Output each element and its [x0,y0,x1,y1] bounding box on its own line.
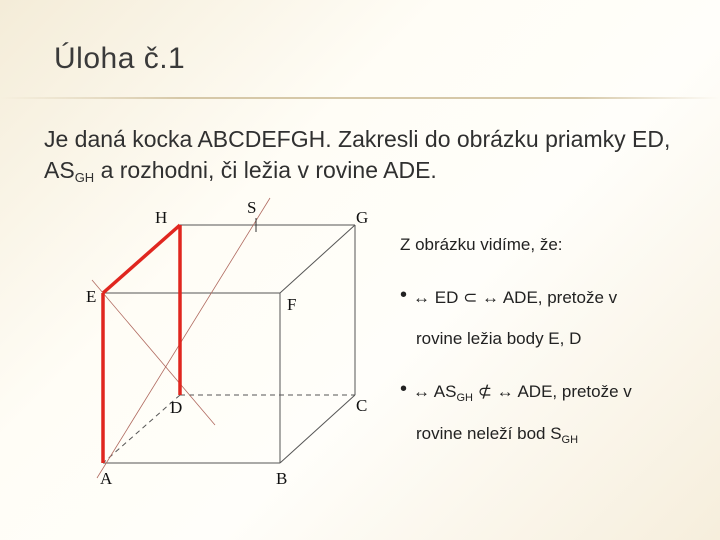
bullet-1: • [400,284,408,306]
task-line-2-suffix: a rozhodni, či ležia v rovine ADE. [94,157,437,183]
label-G: G [356,208,369,227]
label-S: S [247,198,257,217]
note-2-prefix: ↔ AS [413,382,457,401]
edge-DA [103,395,183,463]
line-AS [97,198,270,478]
task-line-2-prefix: AS [44,157,75,183]
edge-BC [280,395,355,463]
label-F: F [287,295,297,314]
note-1-line-2: rovine ležia body E, D [416,329,582,348]
label-D: D [170,398,183,417]
note-1-text: ↔ ED ⊂ ↔ ADE, pretože v [413,288,618,307]
label-E: E [86,287,97,306]
label-H: H [155,208,168,227]
note-2-line-2 [416,424,578,444]
bullet-2: • [400,378,408,400]
note-2-line-2-subscript: GH [561,434,579,446]
red-edge-EH [103,225,180,293]
task-line-1: Je daná kocka ABCDEFGH. Zakresli do obrázku priamky ED, [44,126,671,152]
note-1-line-1 [400,286,617,309]
label-B: B [276,469,288,488]
edge-FG [280,225,355,293]
label-A: A [100,469,113,488]
note-2-subscript: GH [456,392,473,404]
line-ED [92,280,215,425]
task-line-2-subscript: GH [74,170,95,185]
slide-title: Úloha č.1 [54,42,186,75]
note-2-suffix: ⊄ ↔ ADE, pretože v [472,382,632,401]
notes-heading: Z obrázku vidíme, že: [400,235,563,254]
label-C: C [356,396,368,415]
note-2-line-1 [400,380,632,403]
note-2-line-2-text: rovine neleží bod S [416,424,562,443]
